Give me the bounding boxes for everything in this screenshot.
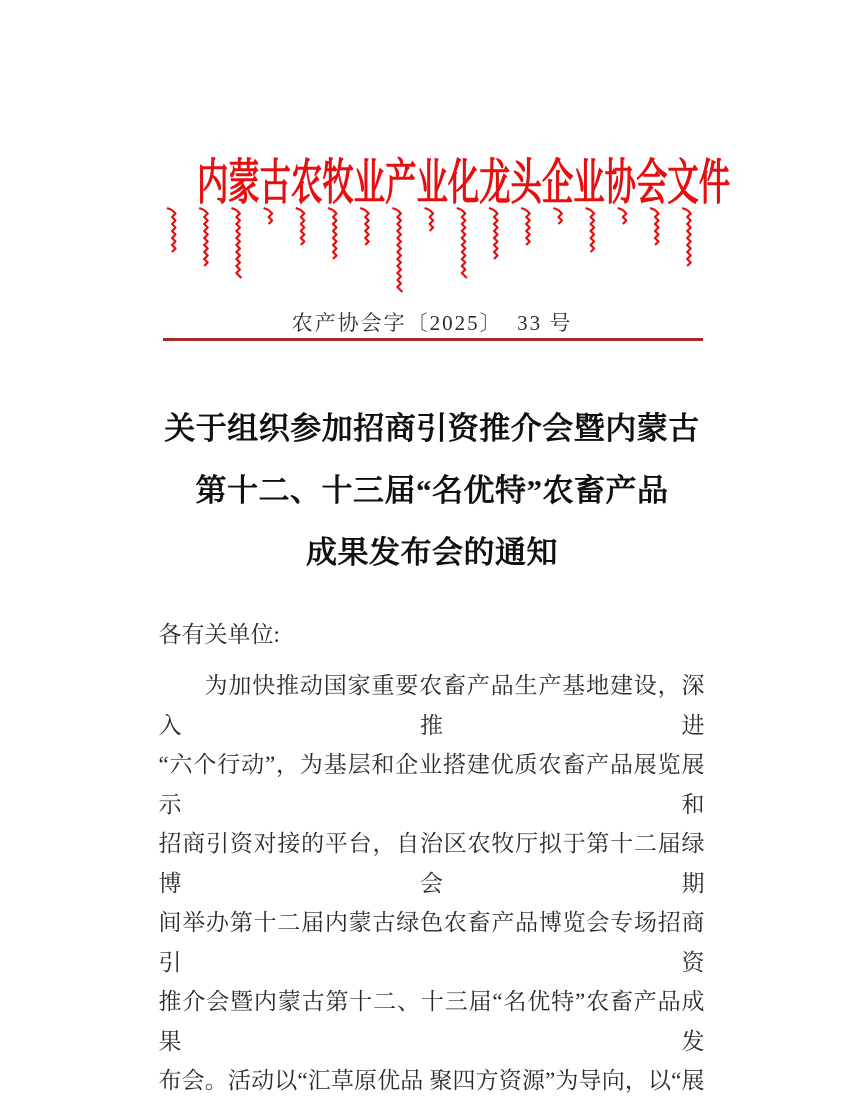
body-line: “六个行动”，为基层和企业搭建优质农畜产品展览展示和 xyxy=(158,752,705,817)
notice-title-line-3: 成果发布会的通知 xyxy=(306,535,558,570)
doc-number: 农产协会字〔2025〕 33 号 xyxy=(291,311,573,335)
body-line: 间举办第十二届内蒙古绿色农畜产品博览会专场招商引资 xyxy=(158,910,705,975)
mongolian-script-icon xyxy=(47,208,818,298)
notice-title-line-1: 关于组织参加招商引资推介会暨内蒙古 xyxy=(164,411,700,446)
document-page xyxy=(47,0,818,1093)
body-line: 为加快推动国家重要农畜产品生产基地建设，深入推进 xyxy=(158,673,705,738)
org-header-title xyxy=(47,144,818,214)
body-line: 布会。活动以“汇草原优品 聚四方资源”为导向，以“展 xyxy=(158,1068,705,1093)
body-paragraph xyxy=(159,666,705,1101)
org-header-title-text: 内蒙古农牧业产业化龙头企业协会文件 xyxy=(196,155,730,210)
notice-title-line-2: 第十二、十三届“名优特”农畜产品 xyxy=(195,473,669,508)
body-line: 招商引资对接的平台，自治区农牧厅拟于第十二届绿博会期 xyxy=(158,831,705,896)
notice-title xyxy=(47,398,818,584)
mongolian-vertical-script-decoration xyxy=(162,208,702,298)
red-divider-line xyxy=(163,338,703,341)
body-line: 推介会暨内蒙古第十二、十三届“名优特”农畜产品成果发 xyxy=(158,989,705,1054)
salutation: 各有关单位: xyxy=(158,622,280,647)
